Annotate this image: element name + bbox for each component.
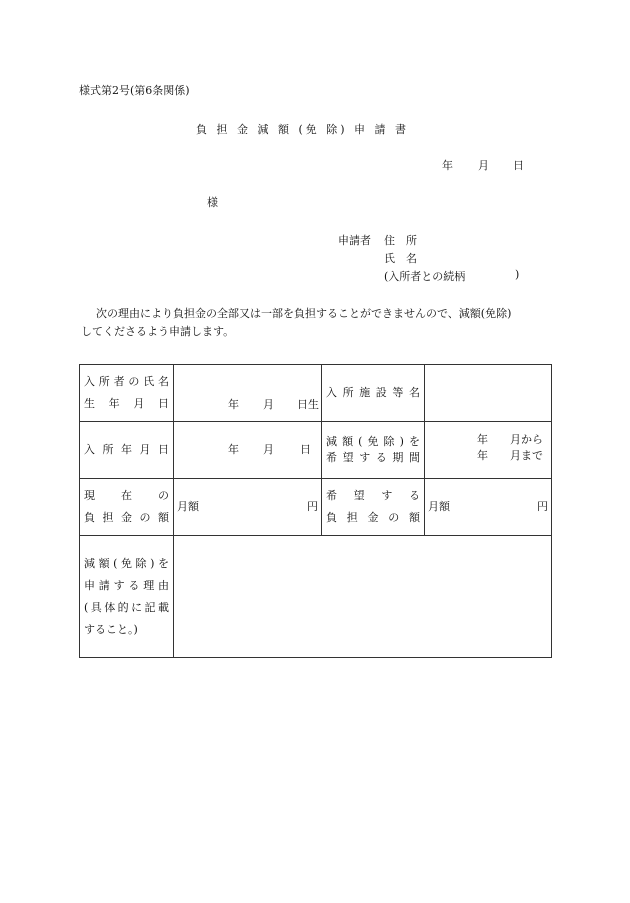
birth-day: 日生 [297,398,319,411]
admission-value-cell[interactable] [174,422,322,479]
relation-label: (入所者との続柄 [384,270,466,283]
desired-yen-unit: 円 [537,500,548,513]
admission-label-cell [80,422,174,479]
desired-monthly-label: 月額 [428,500,450,513]
date-month: 月 [478,159,489,172]
table-row-admission [80,422,552,479]
reason-label-line2: 申請する理由 [84,578,169,592]
period-to-year: 年 [477,449,488,462]
desired-amount-label-line2: 負担金の額 [326,511,420,524]
resident-name-label: 入所者の氏名 [84,375,169,388]
reason-label-cell [80,536,174,658]
reason-value-cell[interactable] [174,536,552,658]
application-table [79,364,552,658]
admission-month: 月 [263,443,274,456]
desired-amount-label-line1: 希 望 す る [326,489,420,502]
birthdate-label: 生 年 月 日 [84,397,169,410]
body-line-1: 次の理由により負担金の全部又は一部を負担することができませんので、減額(免除) [96,307,512,320]
body-line-2: してくださるよう申請します。 [81,325,235,338]
relation-close: ) [515,268,520,281]
reason-label-line1: 減額(免除)を [84,556,169,570]
reason-label-line4: すること。) [84,622,138,636]
period-from-year: 年 [477,433,488,446]
current-amount-label-line1: 現 在 の [84,489,169,502]
date-year: 年 [442,159,453,172]
current-amount-value-cell[interactable] [174,479,322,536]
date-day: 日 [513,159,524,172]
current-amount-label-line2: 負担金の額 [84,511,169,524]
applicant-label: 申請者 [338,234,371,247]
current-yen-unit: 円 [307,500,318,513]
period-from-month: 月から [510,433,543,446]
period-label-line2: 希望する期間 [326,451,420,464]
current-monthly-label: 月額 [177,500,199,513]
reason-label-line3: (具体的に記載 [84,600,169,614]
admission-date-label: 入所年月日 [84,443,169,456]
desired-amount-label-cell [322,479,425,536]
facility-value-cell[interactable] [425,365,552,422]
form-number: 様式第2号(第6条関係) [79,84,190,97]
facility-label: 入所施設等名 [326,386,420,399]
period-label-line1: 減額(免除)を [326,435,420,448]
name-label: 氏 名 [384,252,417,265]
addressee-suffix: 様 [207,196,218,209]
table-row-amount [80,479,552,536]
name-birth-label-cell [80,365,174,422]
name-birth-value-cell[interactable] [174,365,322,422]
period-label-cell [322,422,425,479]
period-to-month: 月まで [510,449,543,462]
document-title: 負 担 金 減 額 (免 除) 申 請 書 [196,123,410,136]
table-row-name [80,365,552,422]
desired-amount-value-cell[interactable] [425,479,552,536]
table-row-reason [80,536,552,658]
address-label: 住 所 [384,234,417,247]
facility-label-cell [322,365,425,422]
admission-day: 日 [300,443,311,456]
current-amount-label-cell [80,479,174,536]
birth-year: 年 [228,398,239,411]
period-value-cell[interactable] [425,422,552,479]
birth-month: 月 [263,398,274,411]
admission-year: 年 [228,443,239,456]
